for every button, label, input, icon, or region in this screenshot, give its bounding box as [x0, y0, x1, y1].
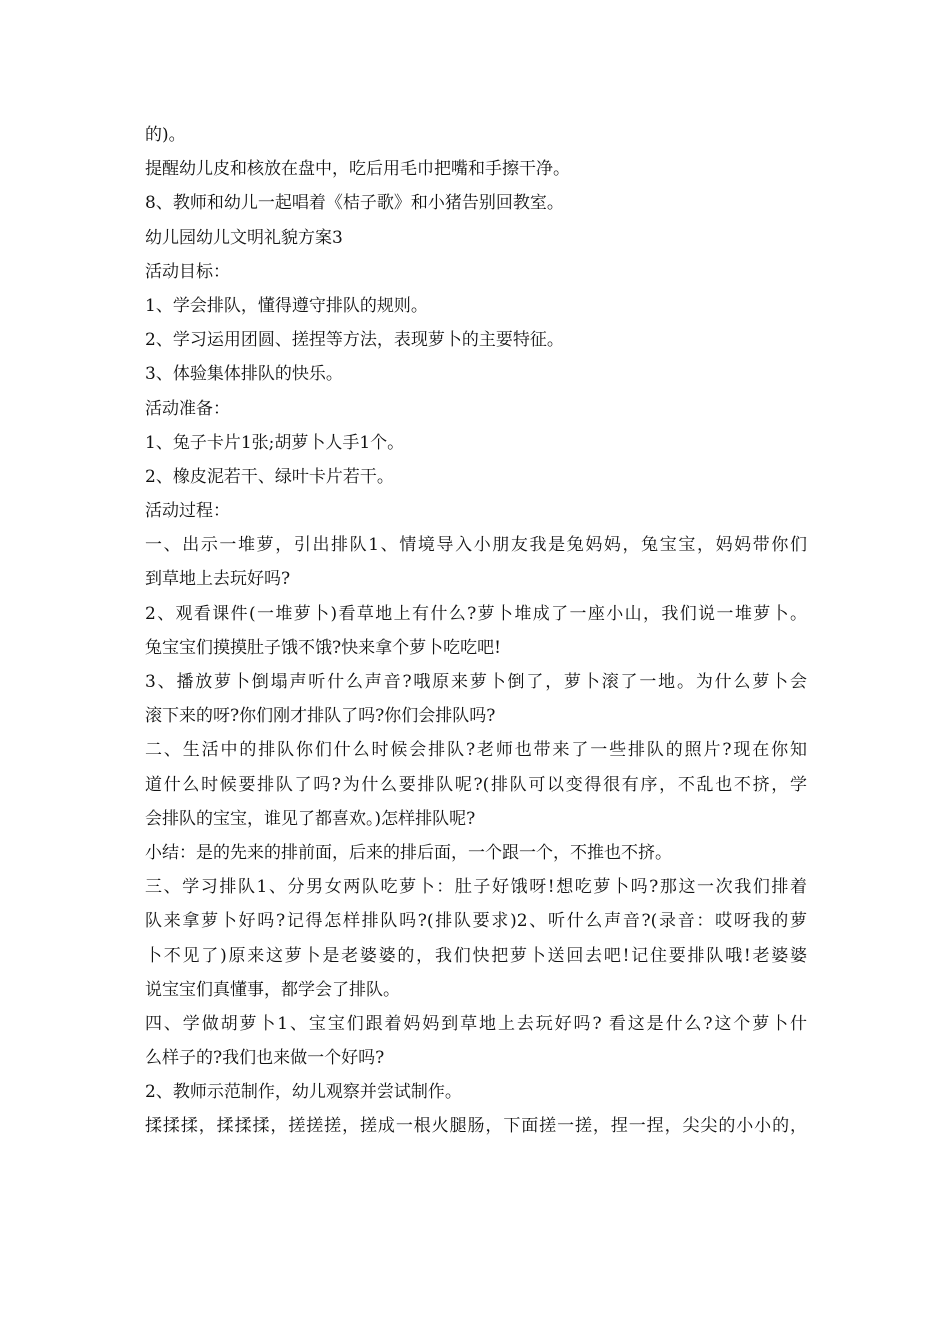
text-line: 2、学习运用团圆、搓捏等方法，表现萝卜的主要特征。	[145, 330, 564, 351]
text-line: 的)。	[145, 125, 186, 145]
text-line: 会排队的宝宝，谁见了都喜欢。)怎样排队呢?	[145, 808, 476, 829]
text-line: 滚下来的呀?你们刚才排队了吗?你们会排队吗?	[145, 706, 496, 727]
text-line: 1、兔子卡片1张;胡萝卜人手1个。	[145, 432, 405, 453]
text-line: 么样子的?我们也来做一个好吗?	[145, 1048, 385, 1069]
text-line: 卜不见了)原来这萝卜是老婆婆的，我们快把萝卜送回去吧!记住要排队哦!老婆婆	[145, 945, 807, 966]
text-line: 道什么时候要排队了吗?为什么要排队呢?(排队可以变得很有序，不乱也不挤，学	[145, 774, 807, 795]
text-line: 一、出示一堆萝，引出排队1、情境导入小朋友我是兔妈妈，兔宝宝，妈妈带你们	[145, 535, 807, 556]
text-line: 2、橡皮泥若干、绿叶卡片若干。	[145, 466, 394, 487]
text-line: 到草地上去玩好吗?	[145, 569, 291, 590]
text-line: 揉揉揉，揉揉揉，搓搓搓，搓成一根火腿肠，下面搓一搓，捏一捏，尖尖的小小的，	[145, 1116, 807, 1137]
text-line: 幼儿园幼儿文明礼貌方案3	[145, 227, 343, 248]
text-line: 四、学做胡萝卜1、宝宝们跟着妈妈到草地上去玩好吗? 看这是什么?这个萝卜什	[145, 1013, 807, 1034]
text-line: 二、生活中的排队你们什么时候会排队?老师也带来了一些排队的照片?现在你知	[145, 740, 807, 761]
text-line: 提醒幼儿皮和核放在盘中，吃后用毛巾把嘴和手擦干净。	[145, 159, 570, 180]
text-line: 小结：是的先来的排前面，后来的排后面，一个跟一个，不推也不挤。	[145, 842, 672, 863]
document-body	[145, 118, 807, 1144]
text-line: 活动过程：	[145, 501, 230, 522]
text-line: 2、教师示范制作，幼儿观察并尝试制作。	[145, 1082, 462, 1103]
text-line: 队来拿萝卜好吗?记得怎样排队吗?(排队要求)2、听什么声音?(录音：哎呀我的萝	[145, 911, 807, 932]
text-line: 3、播放萝卜倒塌声听什么声音?哦原来萝卜倒了，萝卜滚了一地。为什么萝卜会	[145, 672, 807, 692]
text-line: 2、观看课件(一堆萝卜)看草地上有什么?萝卜堆成了一座小山，我们说一堆萝卜。	[145, 603, 807, 624]
text-line: 活动目标：	[145, 261, 230, 282]
text-line: 1、学会排队，懂得遵守排队的规则。	[145, 295, 428, 316]
text-line: 三、学习排队1、分男女两队吃萝卜：肚子好饿呀!想吃萝卜吗?那这一次我们排着	[145, 877, 807, 898]
text-line: 兔宝宝们摸摸肚子饿不饿?快来拿个萝卜吃吃吧!	[145, 637, 501, 658]
text-line: 3、体验集体排队的快乐。	[145, 364, 343, 385]
text-line: 说宝宝们真懂事，都学会了排队。	[145, 979, 400, 1000]
text-line: 活动准备：	[145, 398, 230, 419]
text-line: 8、教师和幼儿一起唱着《桔子歌》和小猪告别回教室。	[145, 193, 564, 214]
